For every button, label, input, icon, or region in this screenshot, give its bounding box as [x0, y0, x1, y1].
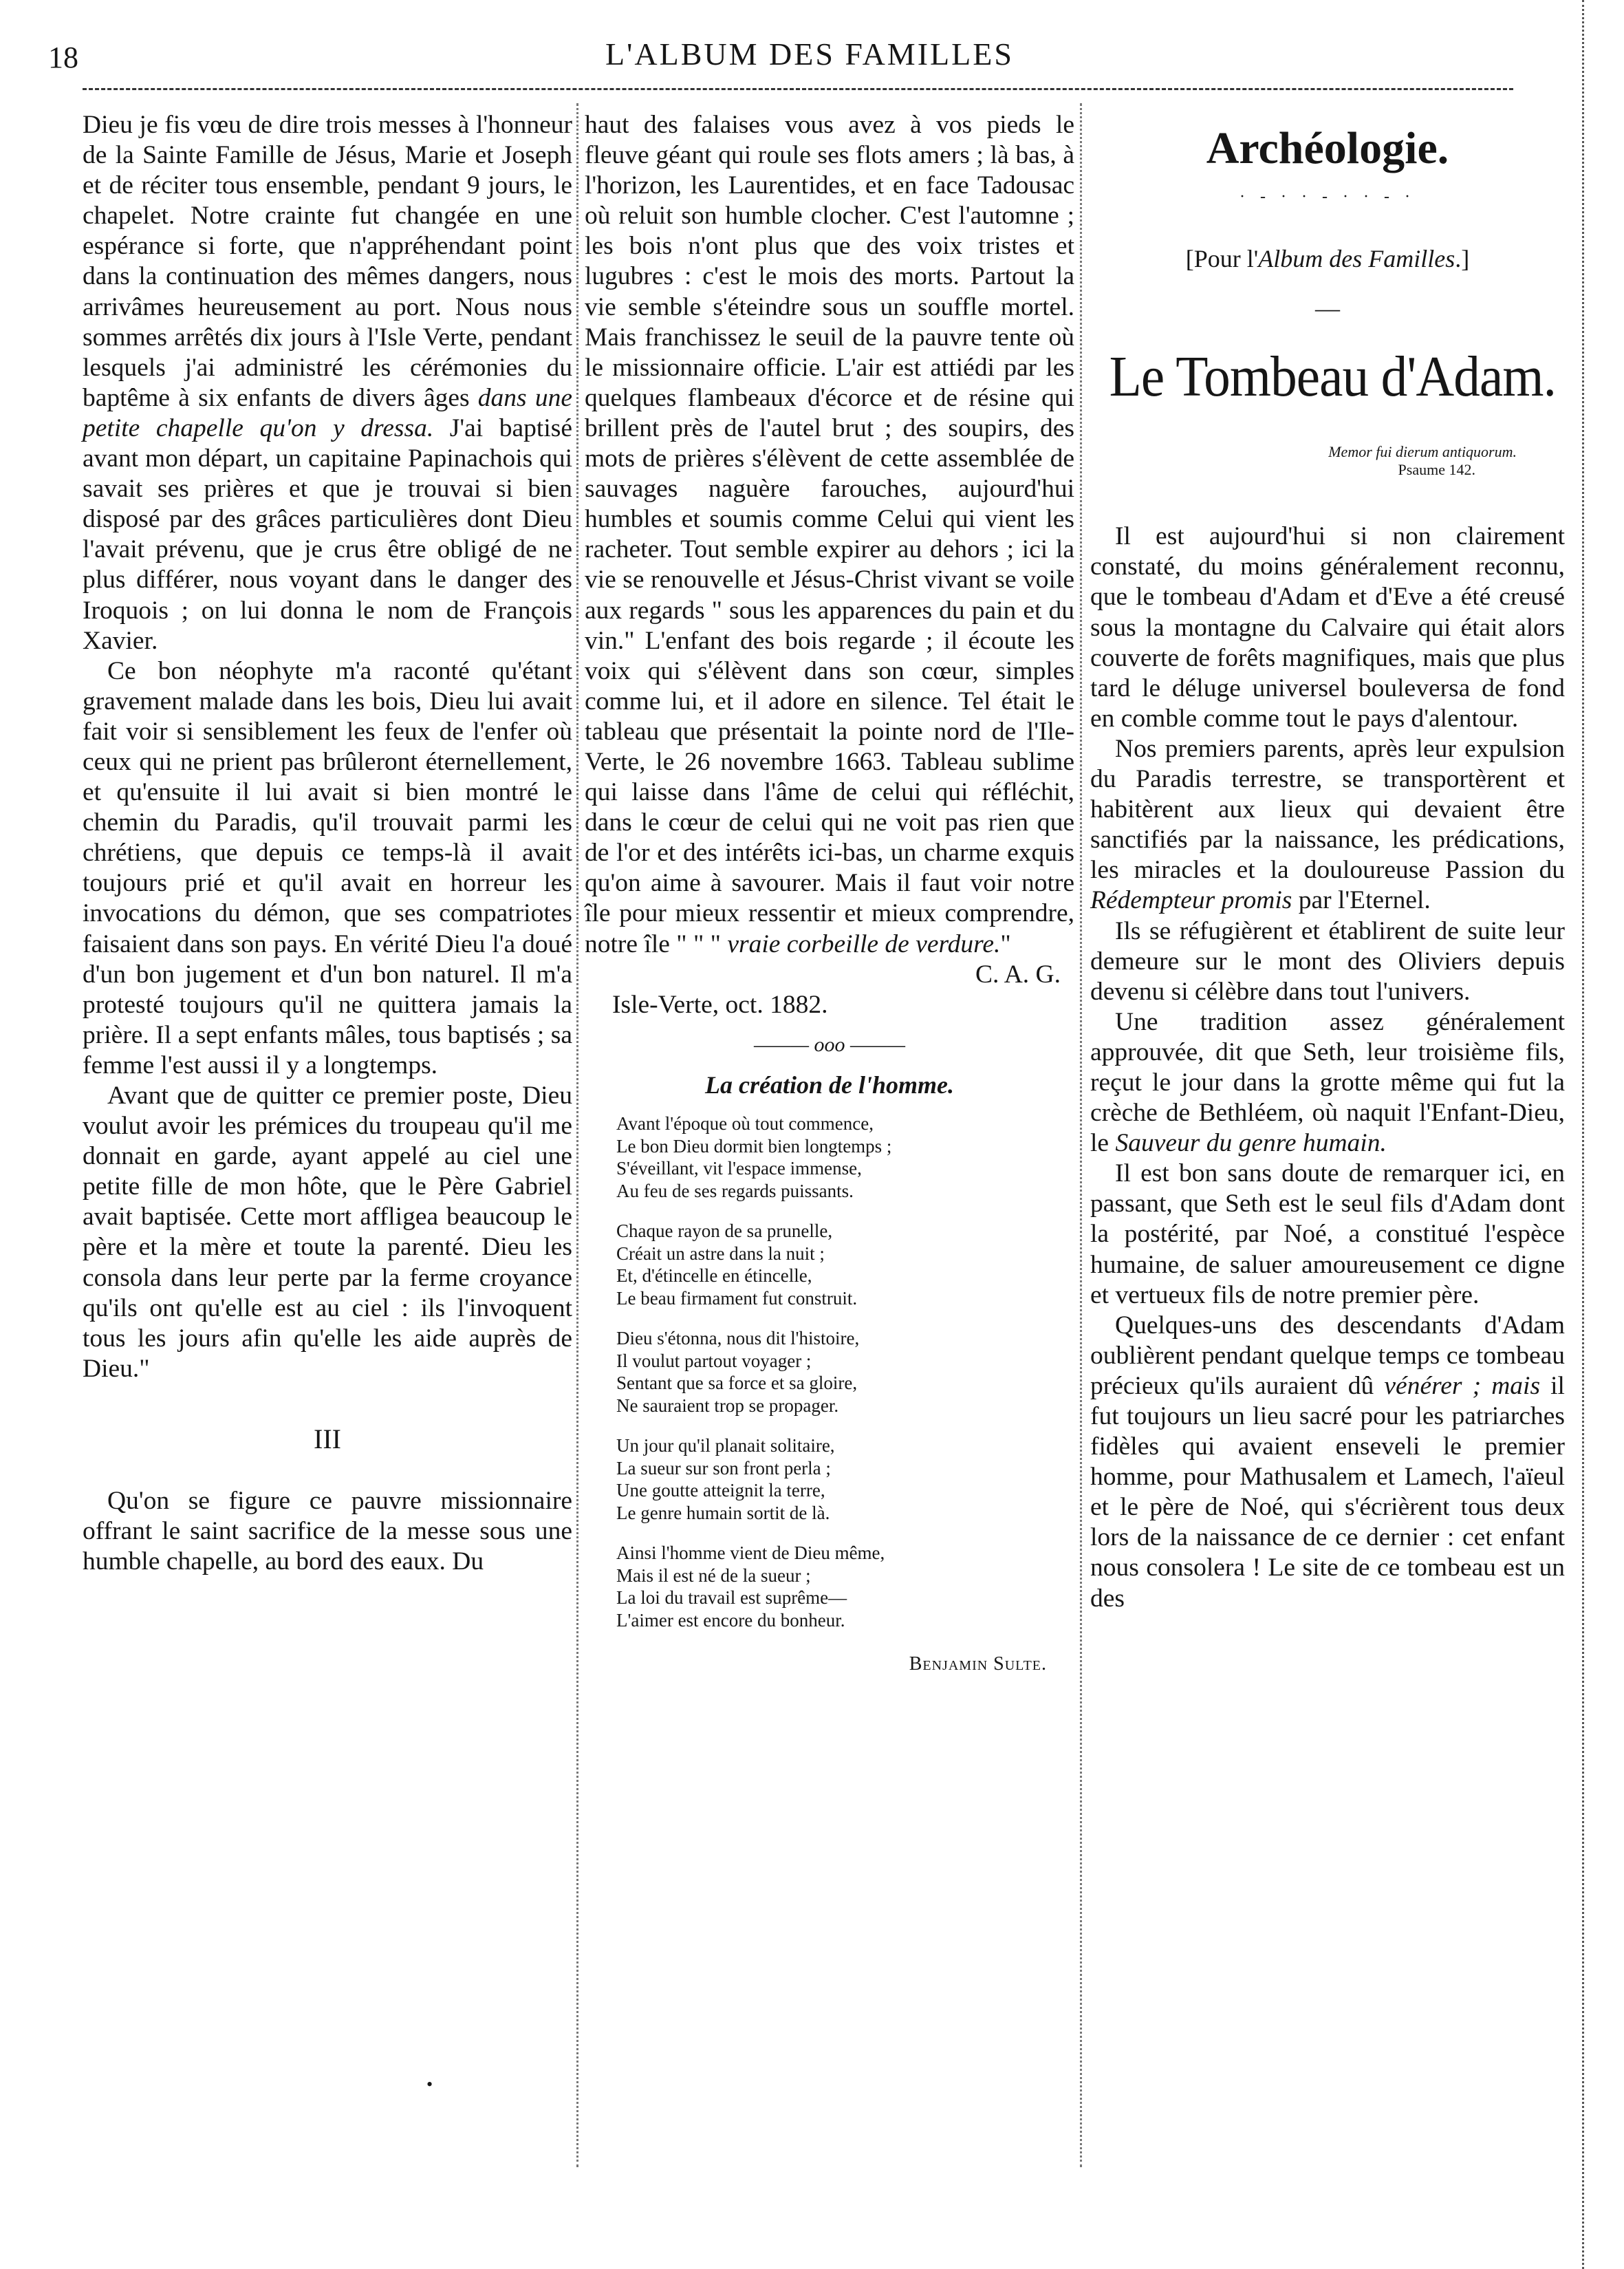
- paragraph: Ils se réfugièrent et établirent de suite leur demeure sur le mont des Oliviers depuis devenu si célèbre dans tout l'univers.: [1090, 916, 1565, 1006]
- dash-separator: —: [1315, 294, 1340, 323]
- paragraph: Il est aujourd'hui si non clairement constaté, du moins généralement reconnu, que le tombeau d'Adam et d'Eve a été creusé sous la montagne du Calvaire qui était alors couverte de forêts magnifiques, mais que plus tard le déluge universel bouleversa de fond en comble comme tout le pays d'alentour.: [1090, 522, 1565, 733]
- paragraph: Une tradition assez généralement approuvée, dit que Seth, leur troisième fils, reçut le jour dans la grotte même qui fut la crèche de Bethléem, où naquit l'Enfant-Dieu, le Sauveur du genre humain.: [1090, 1007, 1565, 1158]
- paragraph: Quelques-uns des descendants d'Adam oublièrent pendant quelque temps ce tombeau précieux qu'ils auraient dû vénérer ; mais il fut toujours un lieu sacré pour les patriarches fidèles qui avaient enseveli le premier homme, pour Mathusalem et Lamech, l'aïeul et le père de Noé, qui s'écrièrent tous deux lors de la naissance de ce dernier : cet enfant nous consolera ! Le site de ce tombeau est un des: [1090, 1311, 1565, 1613]
- poem-line: La sueur sur son front perla ;: [616, 1457, 831, 1478]
- poem-title: La création de l'homme.: [705, 1071, 954, 1099]
- poem-line: La loi du travail est suprême—: [616, 1587, 847, 1608]
- poem-line: Sentant que sa force et sa gloire,: [616, 1373, 858, 1393]
- section-number: III: [314, 1423, 341, 1454]
- poem-line: Une goutte atteignit la terre,: [616, 1480, 825, 1501]
- epigraph-reference: Psaume 142.: [1398, 461, 1475, 479]
- header-rule: [83, 88, 1513, 90]
- ornament-separator: · - · · - · · - ·: [1239, 188, 1416, 206]
- column-rule: [1080, 103, 1082, 2167]
- paragraph: Qu'on se figure ce pauvre missionnaire offrant le saint sacrifice de la messe sous une humble chapelle, au bord des eaux. Du: [83, 1487, 572, 1576]
- poem-line: Ne sauraient trop se propager.: [616, 1395, 839, 1416]
- rubric-heading: Archéologie.: [1206, 123, 1449, 173]
- poem-stanza: [585, 1434, 1074, 1524]
- print-dot: •: [426, 2074, 433, 2094]
- poem-line: Créait un astre dans la nuit ;: [616, 1243, 825, 1264]
- poem: [585, 1112, 1074, 1631]
- column-rule: [576, 103, 578, 2167]
- poem-stanza: [585, 1542, 1074, 1631]
- poem-line: Au feu de ses regards puissants.: [616, 1180, 854, 1201]
- author-initials: C. A. G.: [975, 960, 1061, 989]
- poem-stanza: [585, 1112, 1074, 1202]
- poem-line: Avant l'époque où tout commence,: [616, 1113, 874, 1134]
- separator: ——— ooo ———: [753, 1033, 906, 1056]
- dateline: Isle-Verte, oct. 1882.: [612, 990, 828, 1019]
- column-right: [1090, 110, 1565, 1614]
- paragraph: Dieu je fis vœu de dire trois messes à l'honneur de la Sainte Famille de Jésus, Marie et Joseph et de réciter tous ensemble, pendant 9 jours, le chapelet. Notre crainte fut changée en une espérance si forte, que n'appréhendant point dans la continuation des mêmes dangers, nous arrivâmes heureusement au port. Nous nous sommes arrêtés dix jours à l'Isle Verte, pendant lesquels j'ai administré les cérémonies du baptême à six enfants de divers âges dans une petite chapelle qu'on y dressa. J'ai baptisé avant mon départ, un capitaine Papinachois qui savait ses prières et que je trouvai si bien disposé par des grâces particulières dont Dieu l'avait prévenu, que je crus être obligé de ne plus différer, nous voyant dans le danger des Iroquois ; on lui donna le nom de François Xavier.: [83, 111, 572, 655]
- poem-line: Le bon Dieu dormit bien longtemps ;: [616, 1135, 892, 1157]
- paragraph: haut des falaises vous avez à vos pieds le fleuve géant qui roule ses flots amers ; là bas, à l'horizon, les Laurentides, et en face Tadousac où reluit son humble clocher. C'est l'automne ; les bois n'ont plus que des voix tristes et lugubres : c'est le mois des morts. Partout la vie semble s'éteindre sous un souffle mortel. Mais franchissez le seuil de la pauvre tente où le missionnaire officie. L'air est attiédi par les quelques flambeaux d'écorce et de résine qui brillent près de l'autel brut ; des soupirs, des mots de prières s'élèvent de cette assemblée de sauvages naguère farouches, aujourd'hui humbles et soumis comme Celui qui vient les racheter. Tout semble expirer au dehors ; ici la vie se renouvelle et Jésus-Christ vivant se voile aux regards " sous les apparences du pain et du vin." L'enfant des bois regarde ; il écoute les voix qui s'élèvent dans son cœur, simples comme lui, et il adore en silence. Tel était le tableau que présentait la pointe nord de l'Ile-Verte, le 26 novembre 1663. Tableau sublime qui laisse dans l'âme de celui qui réfléchit, dans le cœur de celui qui ne voit pas rien que de l'or et des intérêts ici-bas, un charme exquis qu'on aime à savourer. Mais il faut voir notre île pour mieux ressentir et mieux comprendre, notre île " " " vraie corbeille de verdure.": [585, 111, 1074, 958]
- margin-rule: [1582, 0, 1584, 2269]
- paragraph: Ce bon néophyte m'a raconté qu'étant gravement malade dans les bois, Dieu lui avait fait voir si sensiblement les feux de l'enfer où ceux qui ne prient pas brûleront éternellement, et qu'ensuite il lui avait si bien montré le chemin du Paradis, qu'il trouvait parmi les chrétiens, que depuis ce temps-là il avait toujours prié et qu'il avait en horreur les invocations du démon, que ses compatriotes faisaient dans son pays. En vérité Dieu l'a doué d'un bon jugement et d'un bon naturel. Il m'a protesté toujours qu'il ne quittera jamais la prière. Il a sept enfants mâles, tous baptisés ; sa femme l'est aussi il y a longtemps.: [83, 656, 572, 1079]
- poem-author: Benjamin Sulte.: [909, 1653, 1047, 1675]
- paragraph: Il est bon sans doute de remarquer ici, en passant, que Seth est le seul fils d'Adam dont la postérité, par Noé, a constitué l'espèce humaine, de saluer amoureusement ce digne et vertueux fils de notre premier père.: [1090, 1159, 1565, 1309]
- page-number: 18: [48, 41, 78, 74]
- poem-stanza: [585, 1220, 1074, 1309]
- epigraph: Memor fui dierum antiquorum.: [1328, 443, 1517, 461]
- poem-line: Un jour qu'il planait solitaire,: [616, 1435, 835, 1456]
- column-middle: [585, 110, 1074, 1679]
- poem-line: Chaque rayon de sa prunelle,: [616, 1220, 833, 1241]
- poem-stanza: [585, 1327, 1074, 1417]
- poem-line: Il voulut partout voyager ;: [616, 1350, 812, 1371]
- poem-line: S'éveillant, vit l'espace immense,: [616, 1158, 862, 1179]
- paragraph: Avant que de quitter ce premier poste, Dieu voulut avoir les prémices du troupeau qu'il me donnait en garde, ayant appelé au ciel une petite fille de mon hôte, que le Père Gabriel avait baptisée. Cette mort affligea beaucoup le père et la mère et toute la parenté. Dieu les consola dans leur perte par la ferme croyance qu'ils ont qu'elle est au ciel : ils l'invoquent tous les jours afin qu'elle les aide auprès de Dieu.": [83, 1082, 572, 1383]
- article-title: Le Tombeau d'Adam.: [1109, 345, 1556, 409]
- poem-line: Ainsi l'homme vient de Dieu même,: [616, 1542, 885, 1563]
- poem-line: Mais il est né de la sueur ;: [616, 1564, 811, 1586]
- poem-line: Le genre humain sortit de là.: [616, 1502, 830, 1523]
- poem-line: Et, d'étincelle en étincelle,: [616, 1265, 812, 1286]
- poem-line: L'aimer est encore du bonheur.: [616, 1609, 845, 1631]
- credit-line: [Pour l'Album des Familles.]: [1185, 245, 1470, 273]
- running-title: L'ALBUM DES FAMILLES: [605, 36, 1014, 72]
- poem-line: Dieu s'étonna, nous dit l'histoire,: [616, 1328, 860, 1348]
- poem-line: Le beau firmament fut construit.: [616, 1287, 858, 1309]
- column-left: [83, 110, 572, 1577]
- paragraph: Nos premiers parents, après leur expulsion du Paradis terrestre, se transportèrent et habitèrent aux lieux qui devaient être sanctifiés par la naissance, les prédications, les miracles et la douloureuse Passion du Rédempteur promis par l'Eternel.: [1090, 734, 1565, 915]
